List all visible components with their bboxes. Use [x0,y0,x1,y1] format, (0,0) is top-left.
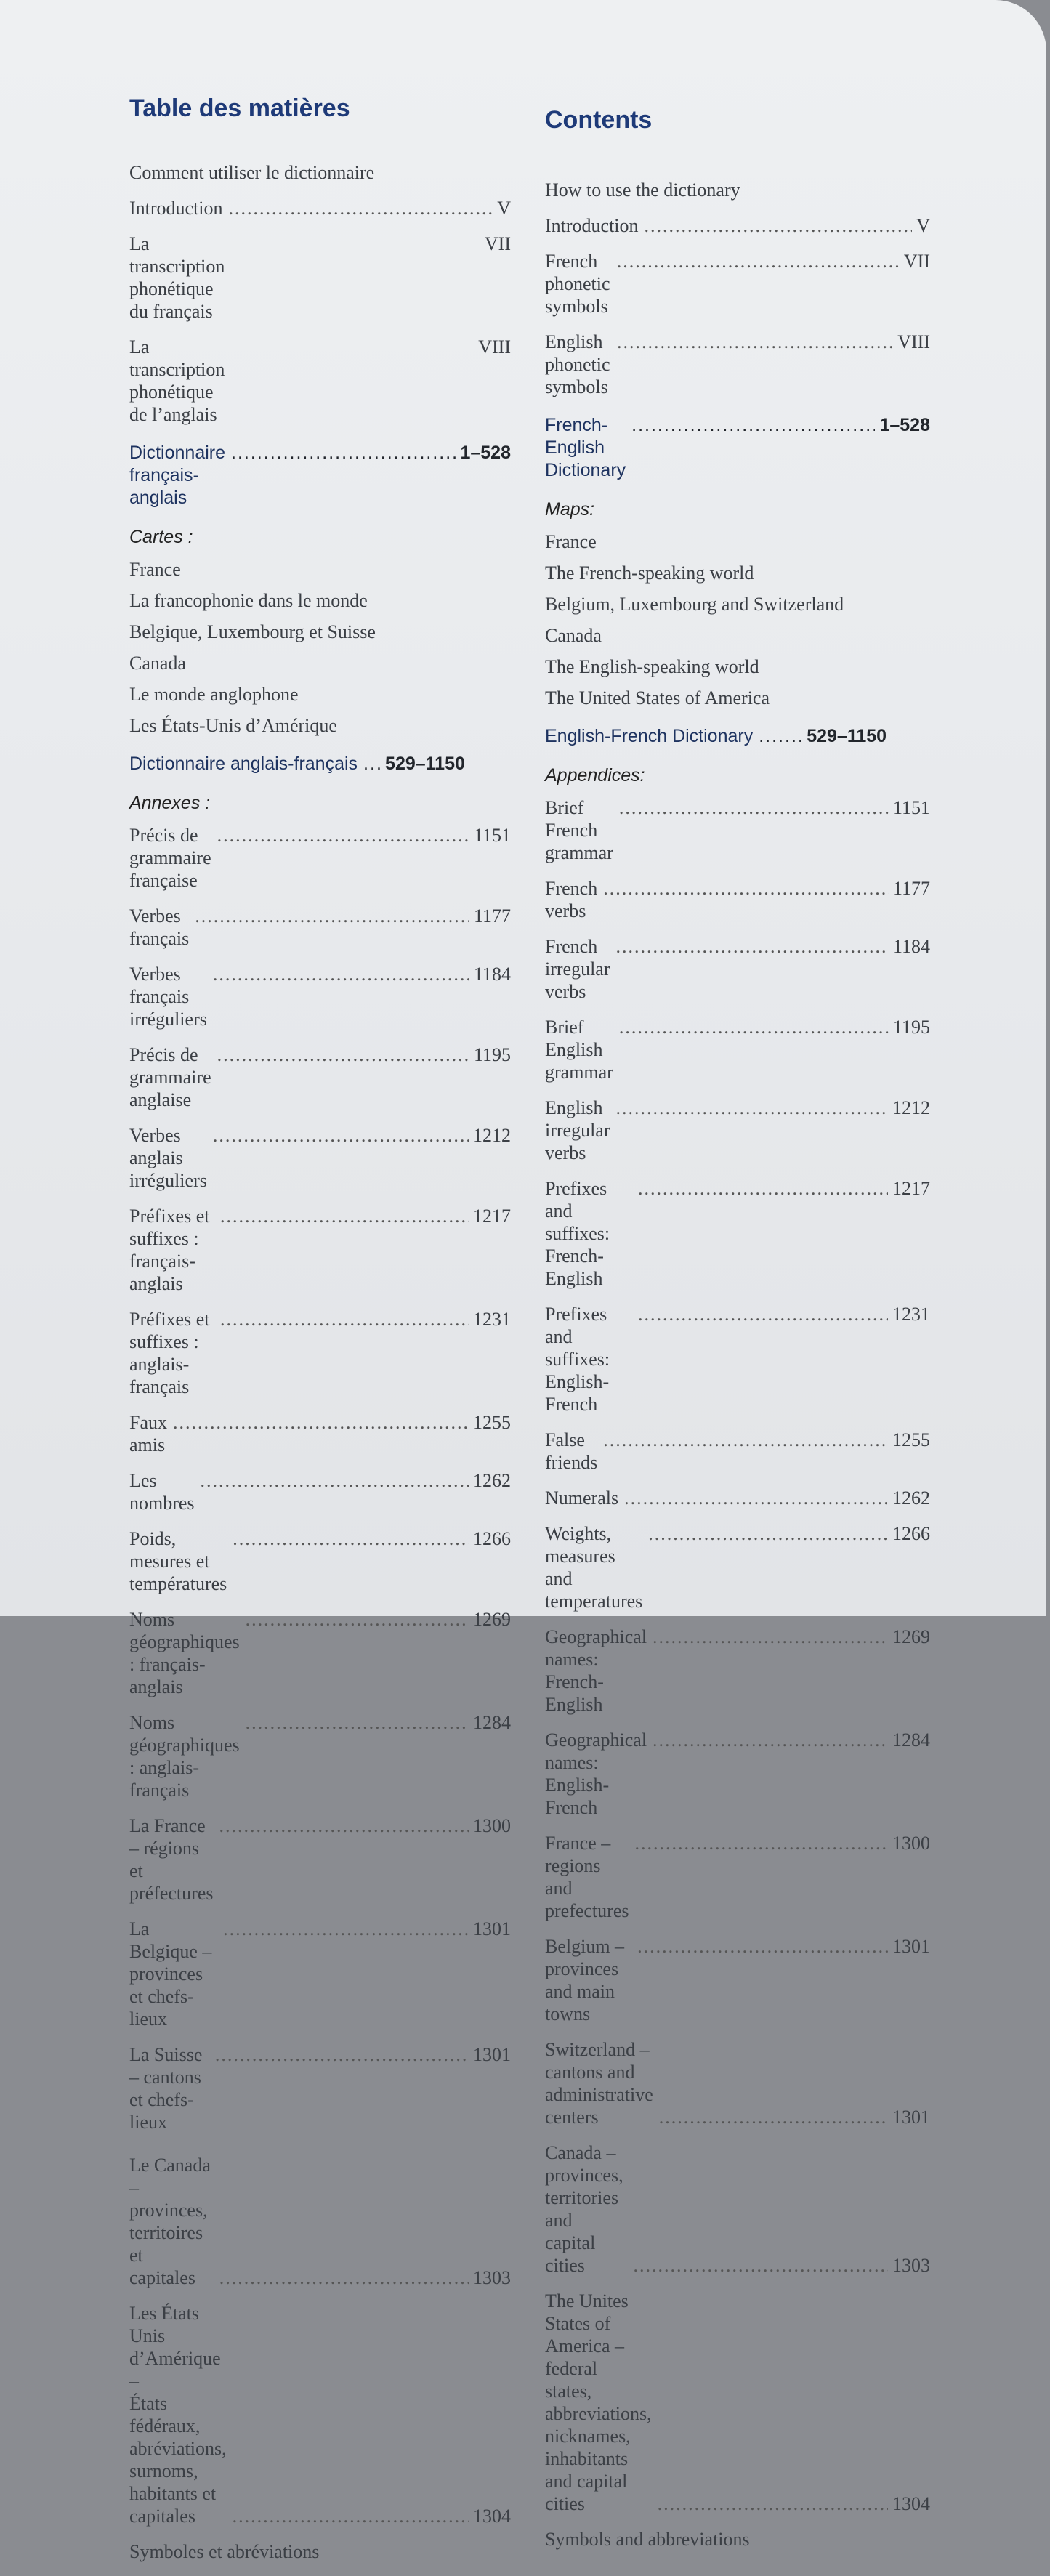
toc-entry-label: Prefixes and suffixes: English-French [545,1304,610,1415]
toc-entry-label: French irregular verbs [545,936,610,1002]
toc-entry-label: Noms géographiques : anglais-français [129,1712,240,1801]
leader-dots [233,1527,469,1550]
toc-entry-label: La transcription phonétique du français [129,233,225,322]
leader-dots [201,1469,469,1492]
toc-entry-label: Comment utiliser le dictionnaire [129,162,375,183]
toc-entry-page: 1269 [892,1626,930,1647]
leader-dots [637,1935,888,1958]
toc-entry-page: 1304 [473,2506,511,2527]
label-line: États fédéraux, abréviations, surnoms, [129,2393,227,2482]
toc-entry [545,1303,930,1416]
label-line: states, abbreviations, nicknames, [545,2381,652,2447]
toc-entry-label: Weights, measures and temperatures [545,1523,643,1612]
map-item: La francophonie dans le monde [129,590,368,611]
toc-entry-label: Les nombres [129,1470,195,1514]
toc-entry-page: 1177 [473,905,511,926]
toc-entry [129,1308,511,1398]
toc-entry [129,1527,511,1595]
leader-dots [616,1097,889,1119]
toc-entry-label [545,2141,627,2277]
toc-entry-page: 1151 [892,797,930,818]
dictionary-section-en-fr [545,725,930,748]
toc-entry [545,1016,930,1083]
toc-entry-page: 1212 [892,1097,930,1118]
toc-entry [545,1729,930,1819]
toc-entry-page: VIII [897,331,930,352]
map-item: France [545,531,597,552]
toc-entry [545,214,930,237]
leader-dots [220,1308,469,1331]
leader-dots [603,877,889,900]
leader-dots [603,1429,888,1451]
toc-entry-page: 1217 [892,1178,930,1199]
appendix-list [545,796,930,2025]
label-line: inhabitants and capital cities [545,2448,629,2514]
toc-entry-label: Brief English grammar [545,1017,613,1083]
toc-entry-page: 1301 [473,2044,511,2065]
label-line: Les États Unis d’Amérique – [129,2303,221,2391]
map-item: Canada [545,625,602,646]
toc-entry [545,179,930,201]
leader-dots [659,2106,888,2128]
appendices-subheading: Appendices: [545,765,645,786]
french-contents-column [129,94,511,2576]
toc-entry-label: France – regions and prefectures [545,1833,629,1921]
leader-dots [616,935,889,958]
leader-dots [173,1411,469,1434]
toc-entry [129,1205,511,1295]
appendices-subheading: Annexes : [129,793,211,813]
label-line: The Unites States of America – federal [545,2290,629,2379]
toc-entry-label: English irregular verbs [545,1097,610,1163]
toc-entry-label: Numerals [545,1487,619,1509]
leader-dots [617,331,893,353]
toc-entry-label: Introduction [545,215,639,236]
map-item: The French-speaking world [545,562,754,584]
leader-dots [195,905,469,927]
leader-dots [217,824,469,847]
toc-entry [129,161,511,184]
toc-entry-label [545,2038,653,2128]
leader-dots [619,796,889,819]
toc-entry [545,1487,930,1509]
toc-entry-page: 1255 [892,1429,930,1450]
map-item: Belgique, Luxembourg et Suisse [129,621,376,642]
toc-entry-label: Faux amis [129,1412,167,1455]
map-item: Belgium, Luxembourg and Switzerland [545,594,844,615]
section-label: Dictionnaire français-anglais [129,443,226,508]
leader-dots [223,1918,469,1940]
leader-dots [213,1124,469,1147]
toc-entry-page: 1266 [892,1523,930,1544]
toc-entry-page: 1212 [473,1125,511,1146]
label-line: capitales [129,2267,195,2288]
label-line: capital cities [545,2232,596,2276]
toc-entry-page: 1231 [892,1304,930,1325]
toc-entry-label: Préfixes et suffixes : anglais-français [129,1309,210,1397]
leader-dots [638,1177,888,1200]
toc-entry-label: Précis de grammaire anglaise [129,1044,211,1110]
toc-entry-page: VIII [478,336,511,358]
toc-entry [545,2038,930,2128]
map-item: The English-speaking world [545,656,759,677]
toc-entry [545,2141,930,2277]
section-label: Dictionnaire anglais-français [129,754,358,774]
section-label: French-English Dictionary [545,415,626,480]
toc-entry-page: 1195 [473,1044,511,1065]
toc-entry [129,336,511,426]
leader-dots [759,725,802,748]
toc-entry-label: Noms géographiques : français-anglais [129,1609,240,1697]
toc-entry-label: La transcription phonétique de l’anglais [129,336,225,425]
toc-entry-page: 1262 [892,1487,930,1509]
toc-entry-label: Geographical names: French-English [545,1626,647,1715]
toc-entry-page: 1255 [473,1412,511,1433]
leader-dots [619,1016,889,1038]
toc-entry-page: 1262 [473,1470,511,1491]
map-item: Canada [129,653,186,674]
toc-entry-label: French phonetic symbols [545,251,610,317]
toc-entry-label: Prefixes and suffixes: French-English [545,1178,610,1289]
toc-entry [129,197,511,219]
toc-entry-label [129,2302,227,2527]
toc-entry-label: La France – régions et préfectures [129,1815,214,1904]
map-item: Le monde anglophone [129,684,299,705]
toc-entry [129,1043,511,1111]
toc-entry-page: 1177 [892,878,930,899]
toc-entry-page: VII [903,251,930,272]
section-label: English-French Dictionary [545,726,754,746]
toc-entry-page: 1269 [473,1609,511,1630]
leader-dots [231,442,456,464]
toc-entry-label: Verbes anglais irréguliers [129,1125,207,1191]
label-line: Le Canada – provinces, territoires et [129,2155,211,2266]
toc-entry [129,2302,511,2527]
toc-entry-label: Brief French grammar [545,797,613,863]
toc-entry [545,1177,930,1290]
dictionary-section-fr-en [545,414,930,482]
dictionary-section-en-fr [129,753,511,775]
toc-entry-label: How to use the dictionary [545,179,740,201]
toc-entry [545,2290,930,2515]
toc-entry-label: English phonetic symbols [545,331,610,397]
toc-entry-label: Poids, mesures et températures [129,1528,227,1594]
toc-entry [129,963,511,1030]
toc-entry-label: Verbes français [129,905,190,949]
leader-dots [246,1711,469,1734]
leader-dots [624,1487,888,1509]
leader-dots [634,1832,888,1854]
toc-entry-label: Précis de grammaire française [129,825,211,891]
toc-entry-page: 1184 [892,936,930,957]
appendix-list [129,824,511,2133]
leader-dots [638,1303,888,1325]
english-heading: Contents [545,106,653,134]
english-contents-column [545,94,930,2564]
toc-entry-symbols: Symbols and abbreviations [545,2529,750,2550]
toc-entry-page: 1303 [892,2255,930,2276]
section-pages: 1–528 [879,415,930,435]
toc-entry [129,1918,511,2030]
toc-entry-page: 1284 [892,1729,930,1751]
toc-entry [129,2043,511,2133]
leader-dots [229,197,493,219]
toc-entry [545,1522,930,1612]
toc-entry [129,1814,511,1905]
toc-entry-label: Geographical names: English-French [545,1729,647,1818]
maps-subheading: Cartes : [129,527,193,547]
leader-dots [246,1608,469,1631]
toc-entry-page: 1301 [892,2107,930,2128]
leader-dots [220,1205,469,1227]
leader-dots [653,1729,888,1751]
toc-entry [545,935,930,1003]
leader-dots [617,250,900,272]
leader-dots [363,753,381,775]
leader-dots [658,2492,888,2515]
toc-entry [545,1626,930,1716]
label-line: Canada – provinces, territories and [545,2142,623,2231]
toc-entry [545,331,930,398]
toc-entry [129,2154,511,2289]
toc-entry [545,1429,930,1474]
toc-entry [545,1935,930,2025]
toc-entry [129,1711,511,1801]
section-pages: 1–528 [460,443,511,463]
section-pages: 529–1150 [385,754,465,774]
toc-entry-page: V [916,215,930,236]
leader-dots [213,963,469,985]
toc-entry-page: 1231 [473,1309,511,1330]
leader-dots [648,1522,888,1545]
toc-entry-label: La Suisse – cantons et chefs-lieux [129,2044,203,2133]
toc-entry-page: 1300 [892,1833,930,1854]
label-line: Switzerland – cantons and [545,2039,650,2083]
toc-entry [545,877,930,922]
label-line: habitants et capitales [129,2483,217,2527]
toc-entry-label [545,2290,652,2515]
toc-entry-label: Préfixes et suffixes : français-anglais [129,1206,210,1294]
toc-entry [129,1469,511,1514]
toc-entry-page: 1266 [473,1528,511,1549]
toc-entry [129,1124,511,1192]
map-item: France [129,559,181,580]
toc-entry-page: 1284 [473,1712,511,1733]
toc-entry-label: Verbes français irréguliers [129,964,207,1030]
french-heading: Table des matières [129,94,350,122]
toc-entry-page: 1151 [473,825,511,846]
leader-dots [217,1043,469,1066]
toc-entry-label: Belgium – provinces and main towns [545,1936,625,2024]
toc-entry-page: V [497,198,511,219]
toc-entry-label: French verbs [545,878,598,921]
toc-entry [545,796,930,864]
label-line: administrative centers [545,2084,653,2128]
toc-entry-page: 1301 [892,1936,930,1957]
toc-entry [129,233,511,323]
toc-entry [545,1097,930,1164]
toc-entry-label: Introduction [129,198,223,219]
map-item: The United States of America [545,687,770,708]
dictionary-section-fr-en [129,442,511,509]
toc-entry-page: 1301 [473,1918,511,1939]
toc-entry-symbols: Symboles et abréviations [129,2541,320,2562]
maps-subheading: Maps: [545,499,595,520]
toc-entry [129,824,511,892]
toc-entry [545,250,930,318]
toc-entry-page: 1217 [473,1206,511,1227]
leader-dots [631,414,875,437]
toc-entry-label: La Belgique – provinces et chefs-lieux [129,1918,212,2030]
toc-entry-page: VII [484,233,511,254]
leader-dots [219,1814,469,1837]
leader-dots [633,2254,888,2277]
toc-entry-page: 1304 [892,2493,930,2514]
toc-entry [129,905,511,950]
leader-dots [219,2266,469,2289]
toc-entry-page: 1300 [473,1815,511,1836]
toc-entry [545,1832,930,1922]
section-pages: 529–1150 [807,726,887,746]
toc-entry-page: 1184 [473,964,511,985]
leader-dots [653,1626,888,1648]
toc-entry-page: 1195 [892,1017,930,1038]
toc-entry [129,1411,511,1456]
toc-entry-page: 1303 [473,2267,511,2288]
toc-entry [129,1608,511,1698]
leader-dots [645,214,913,237]
map-item: Les États-Unis d’Amérique [129,715,337,736]
leader-dots [233,2505,469,2527]
leader-dots [215,2043,469,2066]
toc-entry-label [129,2154,214,2289]
toc-entry-label: False friends [545,1429,598,1473]
